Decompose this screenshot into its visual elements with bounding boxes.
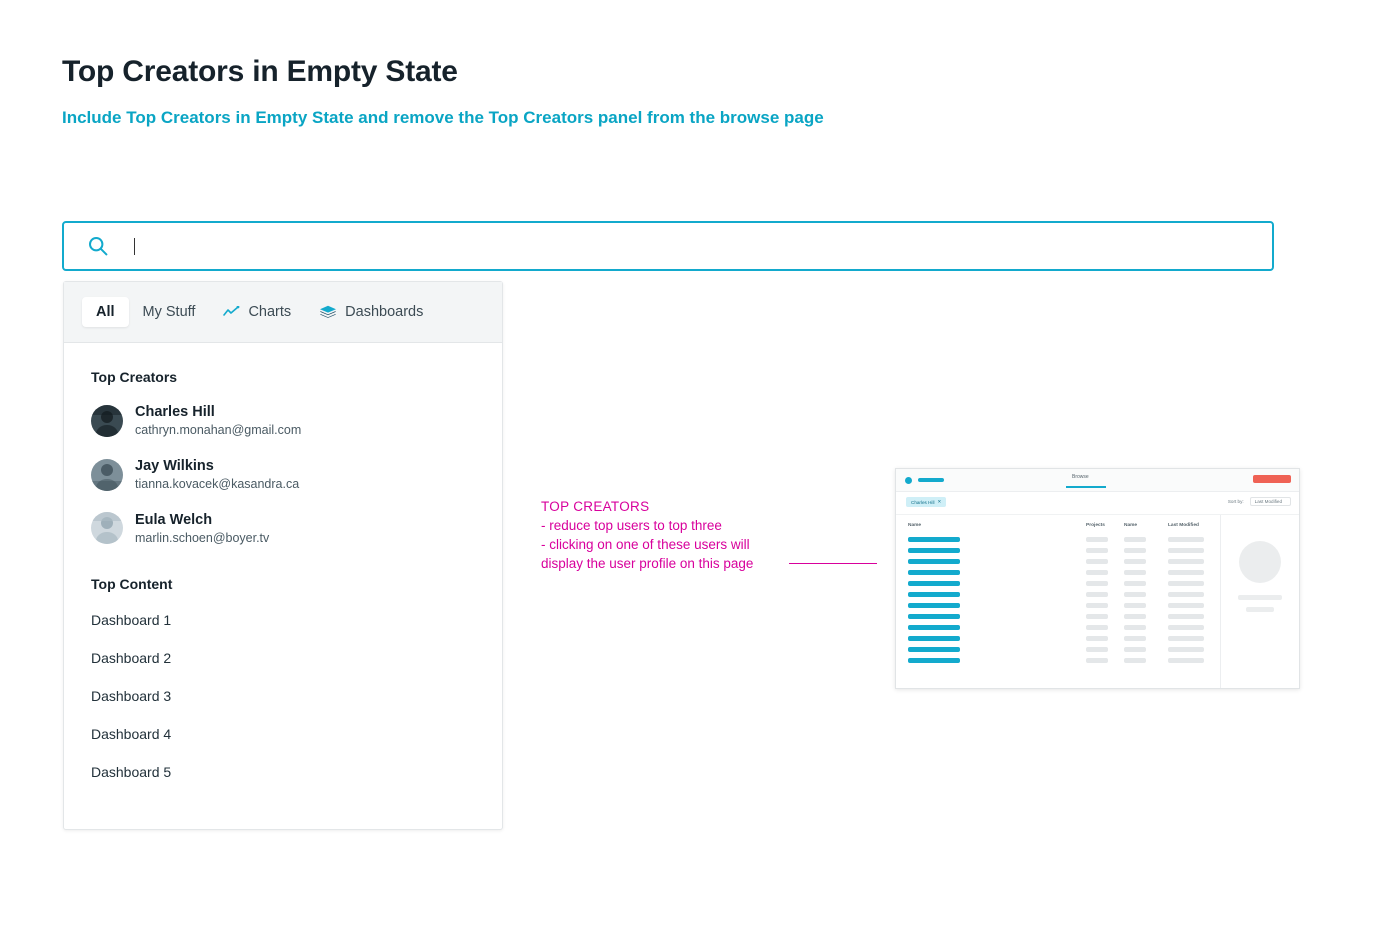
mockup-filterbar	[896, 492, 1299, 515]
mockup-avatar-placeholder	[1239, 541, 1281, 583]
mockup-cell	[1124, 559, 1146, 564]
mockup-cell	[1168, 603, 1204, 608]
mockup-cell	[1168, 636, 1204, 641]
avatar	[91, 405, 123, 437]
mockup-cell	[1086, 548, 1108, 553]
mockup-cell	[908, 581, 960, 586]
mockup-table	[896, 515, 1220, 689]
close-icon: ✕	[937, 499, 942, 504]
tab-charts-label: Charts	[248, 304, 292, 320]
mockup-cell	[908, 625, 960, 630]
mockup-detail-line	[1238, 595, 1282, 600]
mockup-cell	[1168, 581, 1204, 586]
mockup-cell	[1168, 647, 1204, 652]
mockup-cell	[1168, 537, 1204, 542]
top-creators-heading: Top Creators	[91, 369, 178, 385]
list-item[interactable]: Dashboard 5	[91, 764, 172, 781]
creator-row[interactable]	[64, 457, 502, 493]
search-icon	[88, 236, 108, 256]
text-caret	[134, 238, 135, 255]
browse-page-mockup	[895, 468, 1300, 689]
creator-email: cathryn.monahan@gmail.com	[135, 423, 302, 438]
creator-email: marlin.schoen@boyer.tv	[135, 530, 270, 545]
mockup-cell	[1086, 658, 1108, 663]
mockup-col-name-2: Name	[1124, 523, 1138, 528]
tab-my-stuff-label: My Stuff	[142, 304, 196, 320]
annotation-line-2: - clicking on one of these users will	[541, 537, 750, 552]
top-content-heading: Top Content	[91, 576, 173, 593]
mockup-cell	[908, 636, 960, 641]
creator-name: Jay Wilkins	[135, 457, 214, 474]
mockup-cell	[1168, 548, 1204, 553]
list-item[interactable]: Dashboard 1	[91, 612, 172, 629]
mockup-cell	[1168, 559, 1204, 564]
search-box[interactable]	[62, 221, 1274, 271]
mockup-cell	[1124, 636, 1146, 641]
mockup-cell	[1168, 592, 1204, 597]
mockup-cell	[1086, 647, 1108, 652]
mockup-cell	[1124, 625, 1146, 630]
mockup-cell	[908, 592, 960, 597]
mockup-body	[896, 515, 1299, 689]
search-input[interactable]	[126, 222, 1272, 270]
mockup-cell	[1124, 603, 1146, 608]
page-title: Top Creators in Empty State	[62, 55, 458, 88]
creator-name: Eula Welch	[135, 511, 213, 528]
mockup-cell	[1086, 581, 1108, 586]
mockup-cell	[1086, 537, 1108, 542]
mockup-cell	[1086, 559, 1108, 564]
mockup-chip-label: Charles Hill	[911, 499, 935, 505]
mockup-cell	[1086, 625, 1108, 630]
mockup-cell	[1086, 614, 1108, 619]
mockup-sort-label: Sort by:	[1227, 499, 1244, 504]
creator-name: Charles Hill	[135, 404, 215, 420]
mockup-col-name: Name	[908, 523, 922, 528]
mockup-cell	[1124, 537, 1146, 542]
annotation-line-3: display the user profile on this page	[541, 556, 754, 571]
mockup-sort-value: Last Modified	[1250, 497, 1291, 506]
mockup-detail-line	[1246, 607, 1274, 612]
mockup-cell	[1086, 603, 1108, 608]
avatar	[91, 512, 123, 544]
annotation-title: TOP CREATORS	[541, 499, 650, 514]
tab-dashboards[interactable]	[305, 297, 437, 327]
mockup-cell	[1124, 647, 1146, 652]
mockup-cell	[1124, 570, 1146, 575]
mockup-cell	[1168, 658, 1204, 663]
page-subtitle: Include Top Creators in Empty State and remove the Top Creators panel from the browse page	[62, 108, 824, 127]
mockup-cell	[1124, 581, 1146, 586]
filter-tabs	[64, 282, 502, 343]
creator-row[interactable]	[64, 403, 502, 439]
mockup-cell	[908, 570, 960, 575]
tab-charts[interactable]	[209, 297, 305, 327]
dashboards-stack-icon	[319, 305, 337, 319]
mockup-cell	[908, 548, 960, 553]
mockup-col-projects: Projects	[1086, 523, 1105, 528]
avatar	[91, 459, 123, 491]
mockup-cell	[1124, 658, 1146, 663]
tab-dashboards-label: Dashboards	[345, 304, 424, 320]
mockup-cell	[908, 603, 960, 608]
search-results-panel	[63, 281, 503, 830]
creator-email: tianna.kovacek@kasandra.ca	[135, 476, 300, 491]
mockup-nav-browse-label: Browse	[1072, 474, 1089, 480]
mockup-primary-button	[1253, 475, 1291, 483]
mockup-cell	[1168, 614, 1204, 619]
list-item[interactable]: Dashboard 2	[91, 650, 172, 667]
tab-all-label: All	[96, 304, 115, 320]
mockup-cell	[1124, 592, 1146, 597]
mockup-cell	[908, 658, 960, 663]
mockup-cell	[1168, 625, 1204, 630]
mockup-logo-bar	[918, 478, 944, 482]
mockup-cell	[908, 647, 960, 652]
tab-my-stuff[interactable]	[129, 297, 210, 327]
chart-line-icon	[223, 306, 240, 319]
creator-row[interactable]	[64, 511, 502, 547]
mockup-cell	[1086, 636, 1108, 641]
tab-all[interactable]	[82, 297, 129, 327]
mockup-cell	[1124, 614, 1146, 619]
annotation-note	[541, 497, 753, 573]
list-item[interactable]: Dashboard 3	[91, 688, 172, 705]
mockup-cell	[908, 559, 960, 564]
mockup-nav-active-underline	[1066, 486, 1106, 488]
mockup-detail-pane	[1220, 515, 1299, 689]
mockup-cell	[908, 537, 960, 542]
top-content-list	[64, 612, 502, 780]
annotation-leader-line	[789, 563, 877, 564]
mockup-logo-dot	[905, 477, 912, 484]
mockup-cell	[908, 614, 960, 619]
list-item[interactable]: Dashboard 4	[91, 726, 172, 743]
mockup-topbar	[896, 469, 1299, 492]
mockup-cell	[1168, 570, 1204, 575]
mockup-cell	[1086, 570, 1108, 575]
mockup-col-last-modified: Last Modified	[1168, 523, 1199, 528]
annotation-line-1: - reduce top users to top three	[541, 518, 722, 533]
mockup-filter-chip	[906, 497, 946, 507]
mockup-sort-control	[1228, 497, 1291, 506]
mockup-cell	[1086, 592, 1108, 597]
mockup-cell	[1124, 548, 1146, 553]
